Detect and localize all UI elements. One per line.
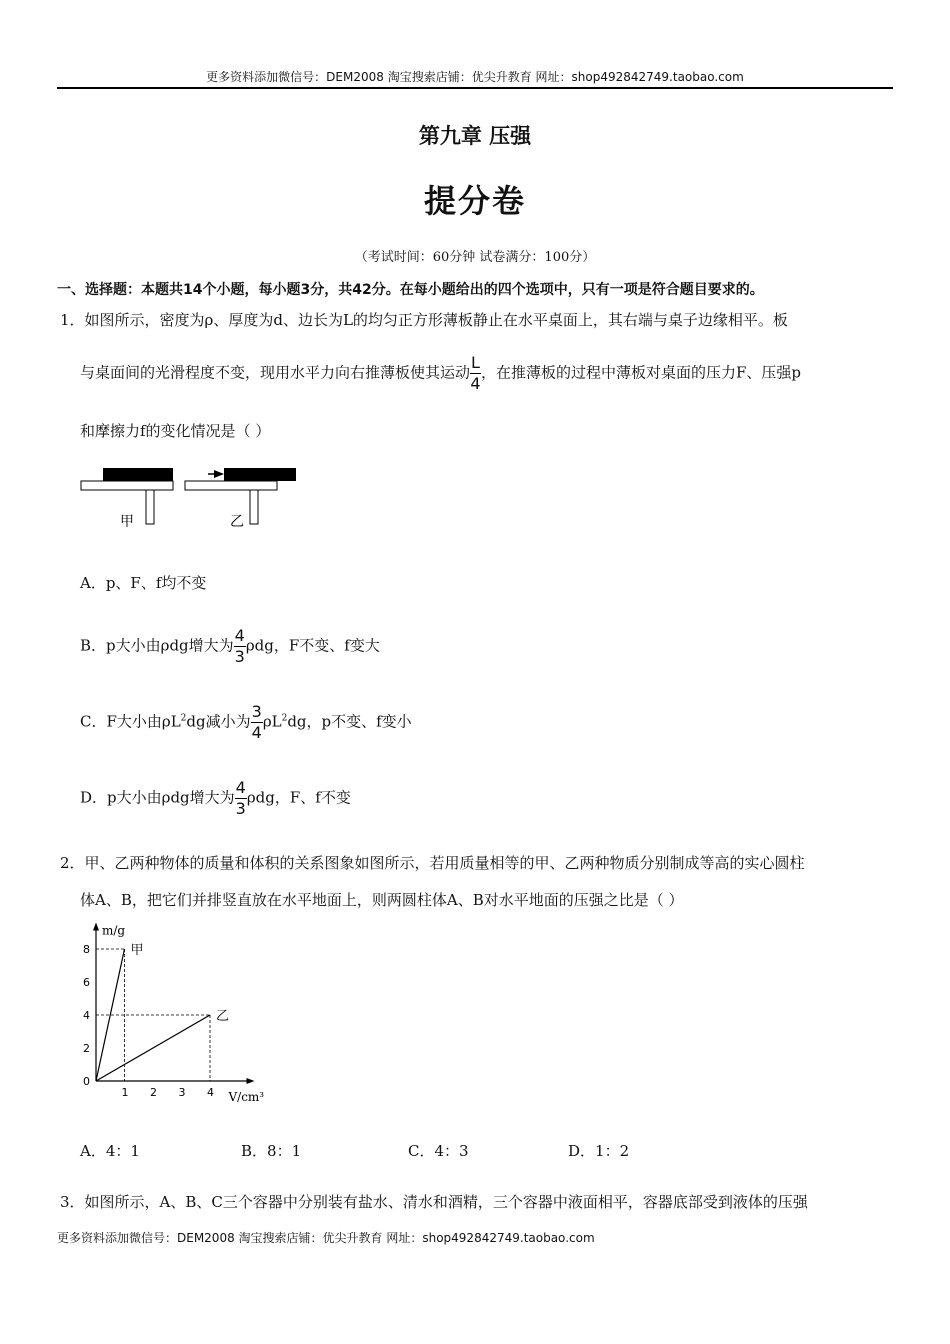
q2-option-b: B．8：1 (241, 1142, 302, 1160)
q1-figure (78, 462, 308, 537)
q1-optD-b: ρdg，F、f不变 (246, 788, 351, 807)
q2-line2: 体A、B，把它们并排竖直放在水平地面上，则两圆柱体A、B对水平地面的压强之比是（ ） (80, 891, 684, 909)
table-leg-right (250, 490, 258, 524)
x-axis-label: V/cm³ (228, 1090, 265, 1104)
y-tick-label: 2 (83, 1042, 90, 1055)
x-tick-label: 4 (207, 1086, 214, 1099)
x-tick-label: 1 (121, 1086, 129, 1099)
plate-left (103, 468, 173, 481)
page-header: 更多资料添加微信号：DEM2008 淘宝搜索店铺：优尖升教育 网址：shop492842749.taobao.com (206, 70, 744, 84)
q1-option-b (80, 626, 380, 667)
y-axis-arrow-icon (93, 923, 99, 931)
q1-line2b: ，在推薄板的过程中薄板对桌面的压力F、压强p (480, 363, 801, 382)
frac-num: 3 (251, 702, 262, 721)
q3-line1: 3．如图所示，A、B、C三个容器中分别装有盐水、清水和酒精，三个容器中液面相平，容器底部受到液体的压强 (60, 1193, 808, 1211)
q1-optB-b: ρdg，F不变、f变大 (245, 636, 380, 655)
q1-optC-b: dg减小为 (186, 712, 251, 731)
x-tick-label: 2 (150, 1086, 157, 1099)
push-arrow-icon (214, 470, 224, 478)
q1-optD-frac (235, 778, 247, 819)
x-tick-label: 3 (178, 1086, 186, 1099)
series-line-jia (96, 949, 125, 1081)
plate-right (224, 468, 296, 481)
q2-option-c: C．4：3 (408, 1142, 469, 1160)
label-yi: 乙 (230, 514, 244, 530)
y-tick-label: 0 (83, 1075, 90, 1088)
q2-option-a: A．4：1 (80, 1142, 140, 1160)
q1-optC-frac (251, 702, 263, 743)
y-tick-label: 6 (83, 976, 90, 989)
table-top-right (185, 481, 277, 490)
y-axis-label: m/g (102, 923, 126, 938)
q1-optB-frac (234, 626, 246, 667)
frac-den: 4 (251, 723, 262, 742)
q1-option-d (80, 778, 351, 819)
y-tick-label: 4 (83, 1009, 90, 1022)
q1-optC-a: C．F大小由ρL (80, 712, 181, 731)
q2-option-d: D．1：2 (568, 1142, 630, 1160)
label-jia: 甲 (120, 514, 134, 530)
exam-info: （考试时间：60分钟 试卷满分：100分） (354, 250, 596, 265)
x-axis-arrow-icon (247, 1078, 255, 1084)
paper-title: 提分卷 (423, 182, 526, 220)
series-label: 乙 (216, 1009, 230, 1024)
y-tick-label: 8 (83, 943, 90, 956)
q2-line1: 2．甲、乙两种物体的质量和体积的关系图象如图所示，若用质量相等的甲、乙两种物质分别制成等高的实心圆柱 (60, 854, 805, 872)
q1-option-a: A．p、F、f均不变 (80, 574, 207, 592)
section-heading: 一、选择题：本题共14个小题，每小题3分，共42分。在每小题给出的四个选项中，只有一项是符合题目要求的。 (57, 282, 764, 298)
q1-fraction (470, 353, 481, 394)
series-label: 甲 (130, 943, 144, 958)
q1-optC-sup: 2 (180, 713, 187, 724)
q1-line2a: 与桌面间的光滑程度不变，现用水平力向右推薄板使其运动 (80, 363, 471, 382)
q1-optD-a: D．p大小由ρdg增大为 (80, 788, 235, 807)
frac-den: 3 (235, 799, 246, 818)
q1-optC-sup2: 2 (281, 713, 288, 724)
frac-num: 4 (234, 626, 245, 645)
frac-den: 3 (234, 647, 245, 666)
page-footer: 更多资料添加微信号：DEM2008 淘宝搜索店铺：优尖升教育 网址：shop492842749.taobao.com (57, 1231, 595, 1245)
q1-optC-c: ρL (262, 712, 282, 731)
frac-den: 4 (470, 374, 481, 393)
table-top-left (81, 481, 173, 490)
q2-mass-volume-chart (78, 923, 288, 1110)
q1-optB-a: B．p大小由ρdg增大为 (80, 636, 234, 655)
chapter-title: 第九章 压强 (418, 124, 532, 148)
q1-line2 (80, 353, 801, 394)
q1-option-c (80, 702, 412, 743)
table-leg-left (146, 490, 154, 524)
header-divider (57, 87, 893, 89)
q1-line3: 和摩擦力f的变化情况是（ ） (80, 422, 271, 440)
frac-num: 4 (235, 778, 246, 797)
series-line-yi (96, 1015, 210, 1081)
q1-line1: 1．如图所示，密度为ρ、厚度为d、边长为L的均匀正方形薄板静止在水平桌面上，其右端与桌子边缘相平。板 (60, 311, 788, 329)
frac-num: L (471, 353, 480, 372)
q1-optC-d: dg，p不变、f变小 (287, 712, 412, 731)
